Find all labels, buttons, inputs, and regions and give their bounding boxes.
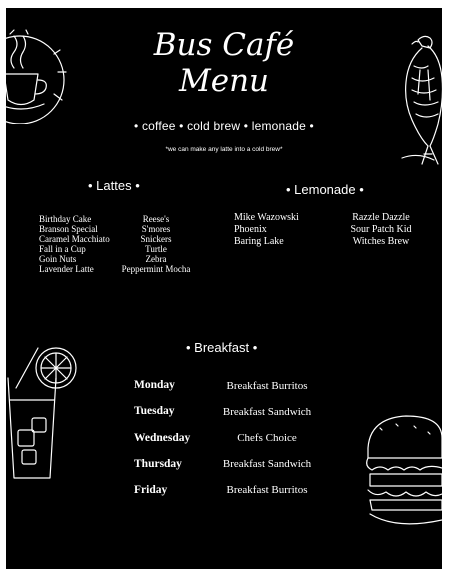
- list-item: Fall in a Cup: [39, 244, 86, 254]
- list-item: S'mores: [141, 224, 171, 234]
- lemonade-list-2: [342, 212, 420, 248]
- day-thursday: Thursday: [134, 458, 182, 470]
- menu-title: Menu: [178, 63, 270, 99]
- meal-wednesday: Chefs Choice: [237, 432, 297, 444]
- day-monday: Monday: [134, 379, 175, 391]
- cold-brew-note: *we can make any latte into a cold brew*: [165, 146, 283, 153]
- meal-friday: Breakfast Burritos: [226, 484, 308, 496]
- menu-board: [6, 8, 442, 569]
- lemonade-list-1: [234, 212, 299, 248]
- day-friday: Friday: [134, 484, 168, 496]
- lattes-list-2: [116, 214, 196, 274]
- list-item: Zebra: [145, 254, 167, 264]
- meal-monday: Breakfast Burritos: [226, 380, 308, 392]
- day-tuesday: Tuesday: [134, 405, 175, 417]
- list-item: Baring Lake: [234, 236, 284, 247]
- list-item: Turtle: [145, 244, 167, 254]
- sandwich-icon: [356, 408, 442, 538]
- lemonade-heading: • Lemonade •: [286, 182, 364, 197]
- list-item: Caramel Macchiato: [39, 234, 110, 244]
- list-item: Branson Special: [39, 224, 98, 234]
- list-item: Reese's: [142, 214, 170, 224]
- iced-drink-icon: [6, 338, 88, 488]
- list-item: Phoenix: [234, 224, 267, 235]
- list-item: Razzle Dazzle: [352, 212, 410, 223]
- meal-thursday: Breakfast Sandwich: [222, 458, 312, 470]
- list-item: Goin Nuts: [39, 254, 77, 264]
- list-item: Lavender Latte: [39, 264, 94, 274]
- day-wednesday: Wednesday: [134, 432, 191, 444]
- cafe-title: Bus Café: [153, 27, 295, 63]
- meal-tuesday: Breakfast Sandwich: [222, 406, 312, 418]
- breakfast-heading: • Breakfast •: [186, 340, 258, 355]
- list-item: Peppermint Mocha: [121, 264, 191, 274]
- list-item: Birthday Cake: [39, 214, 92, 224]
- list-item: Mike Wazowski: [234, 212, 299, 223]
- list-item: Witches Brew: [352, 236, 410, 247]
- lattes-list-1: [39, 214, 110, 274]
- lattes-heading: • Lattes •: [88, 178, 140, 193]
- drink-categories-tagline: • coffee • cold brew • lemonade •: [134, 119, 314, 133]
- list-item: Sour Patch Kid: [350, 224, 412, 235]
- list-item: Snickers: [140, 234, 172, 244]
